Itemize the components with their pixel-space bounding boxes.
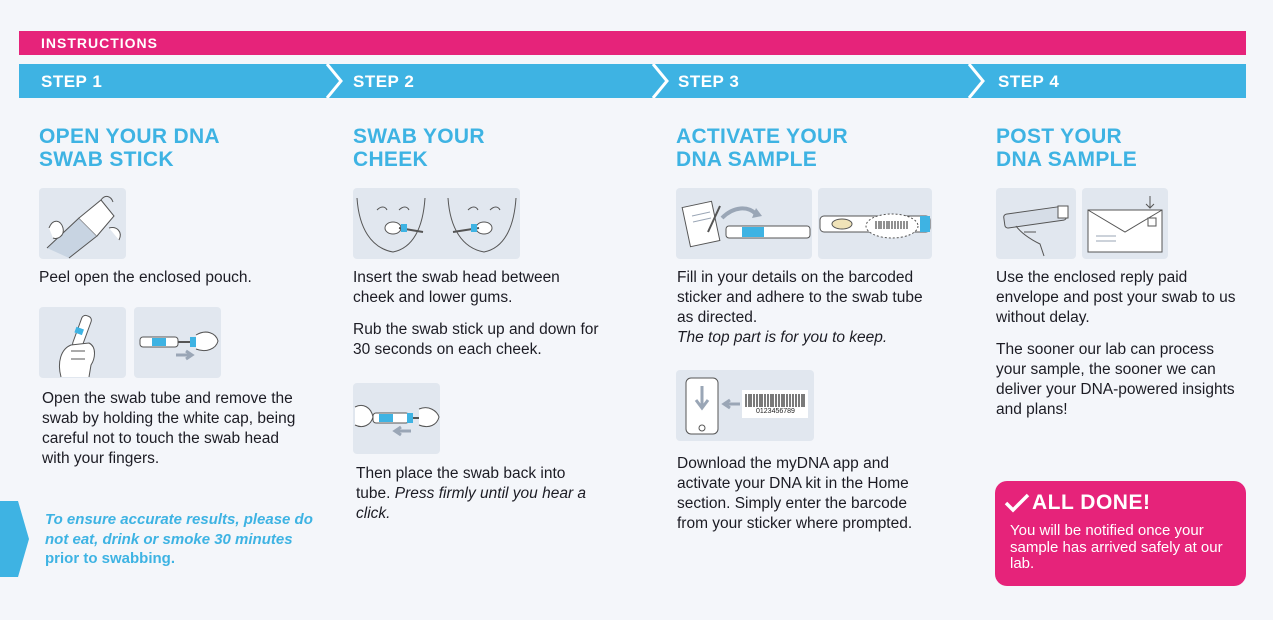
step-2-text-3-italic: Press firmly until you hear a click. (356, 485, 587, 522)
all-done-text: You will be notified once your sample has arrived safely at our lab. (1010, 522, 1223, 572)
phone-app-illustration (676, 370, 814, 441)
step-4-text-1: Use the enclosed reply paid envelope and post your swab to us without delay. (996, 269, 1236, 326)
step-1-label: STEP 1 (41, 72, 103, 91)
accuracy-note-plain: prior to swabbing. (45, 550, 175, 567)
step-4-text-2: The sooner our lab can process your sample, the sooner we can deliver your DNA-powered insights and plans! (996, 341, 1235, 418)
checkmark-icon (1004, 493, 1030, 513)
hand-tube-post-illustration (996, 188, 1076, 259)
step-1-text-1: Peel open the enclosed pouch. (39, 269, 252, 286)
step-3-text-1 (677, 268, 927, 348)
step-3-text-2: Download the myDNA app and activate your DNA kit in the Home section. Simply enter the barcode from your sticker where prompted. (677, 455, 913, 532)
envelope-illustration (1082, 188, 1168, 259)
chevron-divider-1 (323, 64, 347, 98)
step-4-title-line2: DNA SAMPLE (996, 148, 1138, 171)
all-done-box (995, 481, 1246, 586)
step-1-text-2: Open the swab tube and remove the swab by holding the white cap, being careful not to touch the swab head with your fingers. (42, 390, 296, 467)
step-2-text-1: Insert the swab head between cheek and lower gums. (353, 269, 560, 306)
step-2-title (353, 125, 485, 171)
swab-tube-illustration (134, 307, 221, 378)
step-4-title-line1: POST YOUR (996, 125, 1123, 148)
steps-bar (19, 64, 1246, 98)
accuracy-note (45, 510, 315, 569)
step-3-text-1-italic: The top part is for you to keep. (677, 329, 888, 346)
accuracy-note-italic: To ensure accurate results, please do not eat, drink or smoke 30 minutes (45, 511, 313, 548)
hand-tube-illustration (39, 307, 126, 378)
barcode-number: 0123456789 (756, 408, 795, 415)
all-done-title: ALL DONE! (1032, 491, 1151, 514)
step-3-label: STEP 3 (678, 72, 740, 91)
step-2-title-line1: SWAB YOUR (353, 125, 485, 148)
step-2-text-2: Rub the swab stick up and down for 30 seconds on each cheek. (353, 321, 599, 358)
sticker-on-tube-illustration (818, 188, 932, 259)
step-2-text-3 (356, 464, 601, 524)
swab-return-illustration (353, 383, 440, 454)
step-3-title (676, 125, 848, 171)
step-1-title-line2: SWAB STICK (39, 148, 174, 171)
step-2-title-line2: CHEEK (353, 148, 429, 171)
chevron-divider-3 (965, 64, 989, 98)
step-2-label: STEP 2 (353, 72, 415, 91)
instructions-label: INSTRUCTIONS (41, 35, 158, 51)
cheek-swab-illustration (353, 188, 520, 259)
step-4-label: STEP 4 (998, 72, 1060, 91)
side-tab-arrow (0, 501, 30, 577)
step-3-title-line1: ACTIVATE YOUR (676, 125, 848, 148)
step-4-title (996, 125, 1137, 171)
step-3-text-1-plain: Fill in your details on the barcoded sticker and adhere to the swab tube as directed. (677, 269, 923, 326)
step-2-text-3-plain: Then place the swab back into tube. (356, 465, 566, 502)
chevron-divider-2 (649, 64, 673, 98)
step-1-title (39, 125, 220, 171)
barcode-sticker-illustration (676, 188, 812, 259)
pouch-illustration (39, 188, 126, 259)
instructions-header-bar (19, 31, 1246, 55)
step-3-title-line2: DNA SAMPLE (676, 148, 818, 171)
step-1-title-line1: OPEN YOUR DNA (39, 125, 220, 148)
